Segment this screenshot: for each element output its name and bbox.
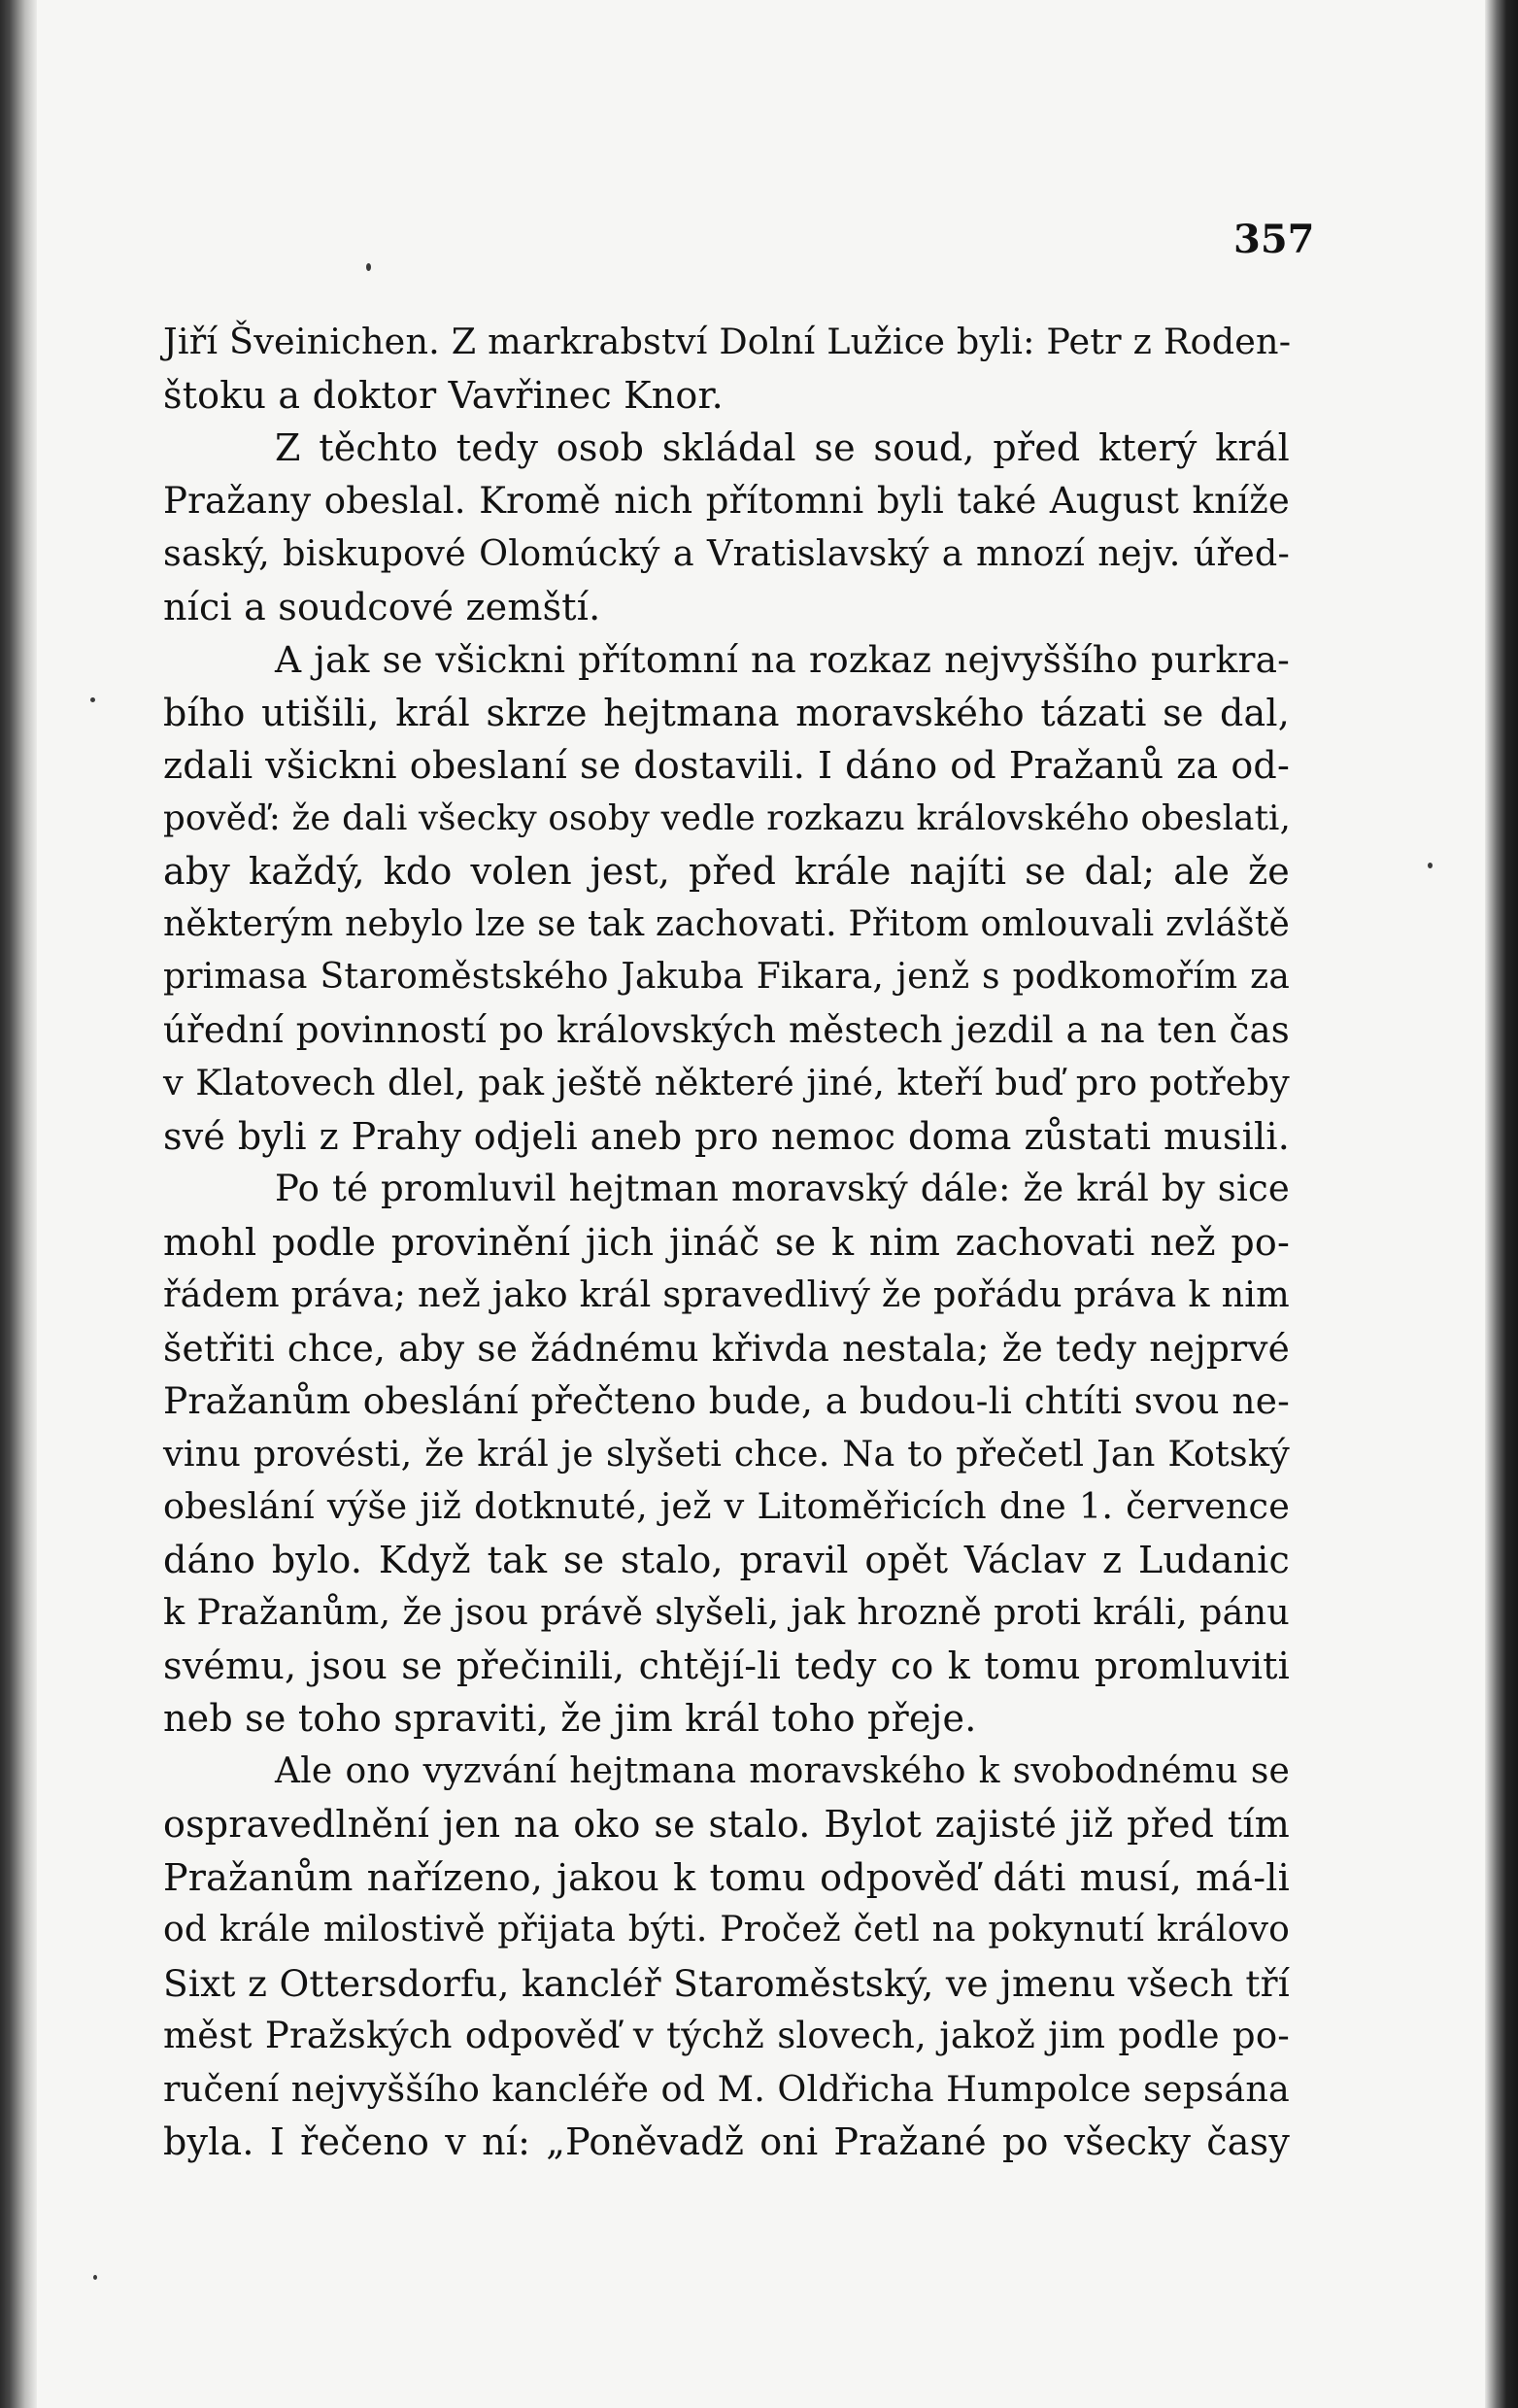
text-line: obeslání výše již dotknuté, jež v Litoměřicích dne 1. července (163, 1485, 1290, 1527)
text-line: Sixt z Ottersdorfu, kancléř Staroměstský, ve jmenu všech tří (163, 1961, 1290, 2005)
text-line: ospravedlnění jen na oko se stalo. Bylot zajisté již před tím (163, 1803, 1290, 1846)
text-line: své byli z Prahy odjeli aneb pro nemoc doma zůstati musili. (163, 1114, 1290, 1158)
text-line: Po té promluvil hejtman moravský dále: že král by sice (275, 1168, 1290, 1209)
ink-speck (366, 263, 371, 271)
text-line: štoku a doktor Vavřinec Knor. (163, 373, 724, 417)
text-line: ručení nejvyššího kancléře od M. Oldřicha Humpolce sepsána (163, 2067, 1290, 2110)
text-line: vinu provésti, že král je slyšeti chce. Na to přečetl Jan Kotský (163, 1432, 1290, 1475)
ink-speck (93, 2275, 97, 2280)
page-number: 357 (1233, 217, 1315, 262)
text-line: byla. I řečeno v ní: „Poněvadž oni Pražané po všecky časy (163, 2120, 1290, 2163)
text-line: v Klatovech dlel, pak ještě některé jiné, kteří buď pro potřeby (163, 1062, 1290, 1103)
text-line: neb se toho spraviti, že jim král toho přeje. (163, 1697, 977, 1740)
text-line: Ale ono vyzvání hejtmana moravského k svobodnému se (275, 1750, 1290, 1791)
text-line: aby každý, kdo volen jest, před krále najíti se dal; ale že (163, 850, 1290, 893)
text-line: úřední povinností po královských městech jezdil a na ten čas (163, 1008, 1290, 1051)
text-line: dáno bylo. Když tak se stalo, pravil opět Václav z Ludanic (163, 1538, 1290, 1581)
text-line: měst Pražských odpověď v týchž slovech, jakož jim podle po- (163, 2015, 1290, 2056)
text-line: mohl podle provinění jich jináč se k nim zachovati než po- (163, 1220, 1290, 1264)
text-line: A jak se všickni přítomní na rozkaz nejvyššího purkra- (275, 638, 1290, 681)
text-line: primasa Staroměstského Jakuba Fikara, jenž s podkomořím za (163, 957, 1290, 997)
text-line: Jiří Šveinichen. Z markrabství Dolní Lužice byli: Petr z Roden- (163, 321, 1292, 362)
text-line: saský, biskupové Olomúcký a Vratislavský a mnozí nejv. úřed- (163, 532, 1290, 574)
text-line: Z těchto tedy osob skládal se soud, před který král (275, 426, 1290, 469)
page-left-edge (0, 0, 37, 2408)
text-line: některým nebylo lze se tak zachovati. Přitom omlouvali zvláště (163, 903, 1290, 944)
text-line: svému, jsou se přečinili, chtějí-li tedy co k tomu promluviti (163, 1644, 1290, 1687)
text-line: bího utišili, král skrze hejtmana moravského tázati se dal, (163, 691, 1290, 734)
page-right-edge (1485, 0, 1518, 2408)
body-text (163, 316, 1290, 2169)
ink-speck (1428, 863, 1433, 868)
text-line: pověď: že dali všecky osoby vedle rozkazu královského obeslati, (163, 797, 1292, 838)
text-line: Pražany obeslal. Kromě nich přítomni byli také August kníže (163, 479, 1290, 522)
text-line: Pražanům obeslání přečteno bude, a budou-li chtíti svou ne- (163, 1379, 1290, 1422)
text-line: od krále milostivě přijata býti. Pročež četl na pokynutí královo (163, 1910, 1290, 1950)
ink-speck (90, 697, 95, 702)
text-line: šetřiti chce, aby se žádnému křivda nestala; že tedy nejprvé (163, 1326, 1290, 1370)
text-line: Pražanům nařízeno, jakou k tomu odpověď dáti musí, má-li (163, 1855, 1290, 1899)
text-line: k Pražanům, že jsou právě slyšeli, jak hrozně proti králi, pánu (163, 1591, 1290, 1633)
text-line: zdali všickni obeslaní se dostavili. I dáno od Pražanů za od- (163, 744, 1290, 787)
text-line: řádem práva; než jako král spravedlivý že pořádu práva k nim (163, 1273, 1290, 1315)
text-line: níci a soudcové zemští. (163, 585, 601, 628)
